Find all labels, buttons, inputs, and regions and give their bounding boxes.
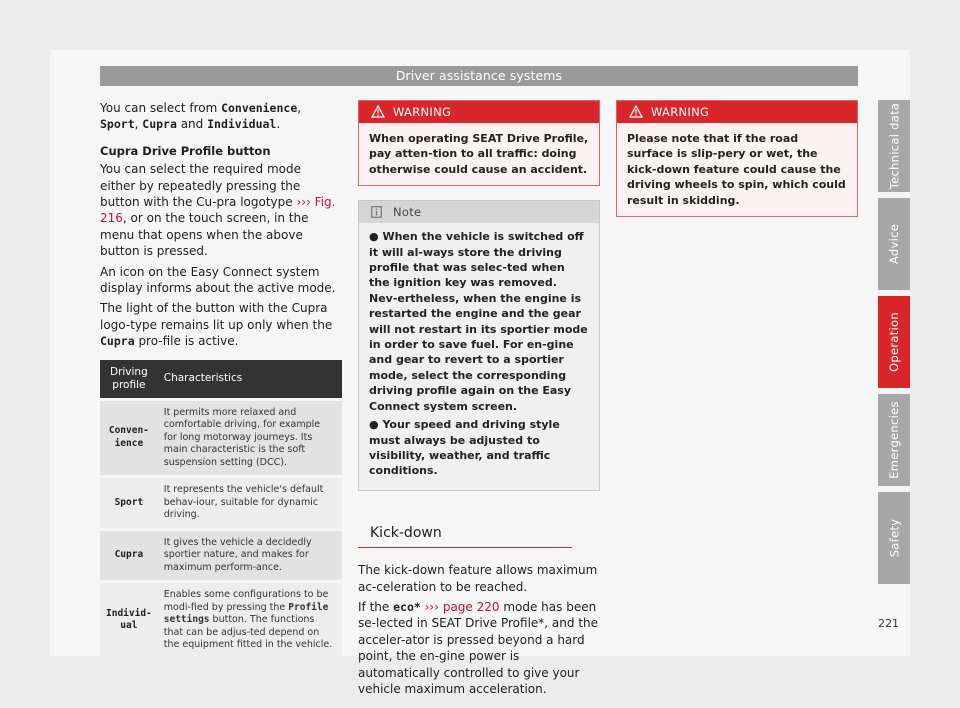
warning-text: Please note that if the road surface is slip-pery or wet, the kick-down feature could cause the driving wheels to spin, which could result in skidding. <box>627 132 846 207</box>
tab-operation[interactable]: Operation <box>878 296 910 388</box>
profile-name: Cupra <box>100 529 158 582</box>
warning-header: WARNING <box>359 101 599 123</box>
tab-safety[interactable]: Safety <box>878 492 910 584</box>
note-item: ● When the vehicle is switched off it will al-ways store the driving profile that was selec-ted when the ignition key was removed. Nev-ertheless, when the engine is restarted the engine and the gear will not restart in its sportier mode in order to save fuel. For en-gine and gear to revert to a sportier mode, select the corresponding driving profile again on the Easy Connect system screen. <box>369 230 588 413</box>
figure-reference-link[interactable]: ››› Fig. 216 <box>100 195 336 226</box>
table-header-profile: Driving profile <box>100 360 158 400</box>
warning-icon <box>629 105 643 118</box>
profile-name: Sport <box>100 477 158 530</box>
subheading: Cupra Drive Profile button <box>100 143 271 158</box>
profile-name: Conven-ience <box>100 399 158 477</box>
note-box <box>358 200 600 491</box>
warning-box <box>358 100 600 186</box>
page-number: 221 <box>878 617 899 630</box>
warning-header: WARNING <box>617 101 857 123</box>
table-row <box>100 582 342 658</box>
tab-emergencies[interactable]: Emergencies <box>878 394 910 486</box>
tab-advice[interactable]: Advice <box>878 198 910 290</box>
paragraph-light-info: The light of the button with the Cupra logo-type remains lit up only when the Cupra pro-file is active. <box>100 301 333 349</box>
driving-profile-table <box>100 360 342 658</box>
left-column <box>100 100 340 658</box>
table-row <box>100 477 342 530</box>
table-header-row <box>100 360 342 400</box>
paragraph-button-usage: You can select the required mode either by repeatedly pressing the button with the Cu-pra logotype ››› Fig. 216, or on the touch screen, in the menu that opens when the above button is pressed. <box>100 162 336 259</box>
table-row <box>100 529 342 582</box>
profile-description: It represents the vehicle's default behav-iour, suitable for dynamic driving. <box>158 477 342 530</box>
profile-name: Individ-ual <box>100 582 158 658</box>
profile-description: It gives the vehicle a decidedly sportier nature, and makes for maximum perform-ance. <box>158 529 342 582</box>
paragraph-icon-info: An icon on the Easy Connect system display informs about the active mode. <box>100 264 336 296</box>
middle-column <box>358 100 600 701</box>
table-row <box>100 399 342 477</box>
note-icon <box>371 206 382 218</box>
page-reference-link[interactable]: ››› page 220 <box>420 599 500 614</box>
note-text <box>359 223 599 490</box>
note-header: Note <box>359 201 599 223</box>
intro-paragraph: You can select from Convenience, Sport, Cupra and Individual. <box>100 101 302 132</box>
table-header-characteristics: Characteristics <box>158 360 342 400</box>
note-item: ● Your speed and driving style must always be adjusted to visibility, weather, and traffic conditions. <box>369 418 560 478</box>
warning-text: When operating SEAT Drive Profile, pay atten-tion to all traffic: doing otherwise could cause an accident. <box>369 132 589 176</box>
kick-down-eco-paragraph: If the eco* ››› page 220 mode has been se-lected in SEAT Drive Profile*, and the acceler-ator is pressed beyond a hard point, the en-gine power is automatically controlled to give your vehicle maximum acceleration. <box>358 599 599 696</box>
profile-description: Enables some configurations to be modi-fied by pressing the Profile settings button. The functions that can be adjus-ted depend on the equipment fitted in the vehicle. <box>158 582 342 658</box>
warning-icon <box>371 105 385 118</box>
kick-down-paragraph: The kick-down feature allows maximum ac-celeration to be reached. <box>358 563 598 594</box>
right-column <box>616 100 858 217</box>
page-header: Driver assistance systems <box>100 66 858 86</box>
tab-technical-data[interactable]: Technical data <box>878 100 910 192</box>
profile-description: It permits more relaxed and comfortable driving, for example for long motorway journeys. Its main characteristic is the soft suspension setting (DCC). <box>158 399 342 477</box>
warning-box <box>616 100 858 217</box>
section-title-kick-down: Kick-down <box>358 525 572 548</box>
